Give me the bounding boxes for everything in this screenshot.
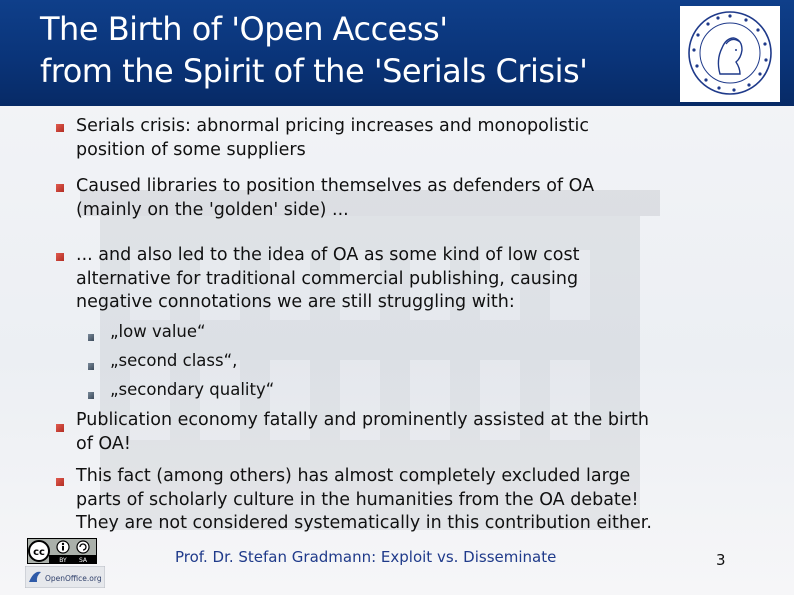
bullet-marker: [56, 424, 64, 432]
bullet-line: (mainly on the 'golden' side) ...: [76, 199, 349, 220]
bullet-line: negative connotations we are still struggling with:: [76, 292, 515, 312]
cc-by-label: BY: [59, 557, 67, 564]
footer-author: Prof. Dr. Stefan Gradmann: Exploit vs. Disseminate: [175, 548, 557, 566]
sub-bullet-marker: [88, 334, 94, 341]
bullet-marker: [56, 184, 64, 192]
sub-bullet-text: „secondary quality“: [110, 380, 275, 399]
bullet-marker: [56, 253, 64, 261]
bullet-line: parts of scholarly culture in the humanities from the OA debate!: [76, 489, 639, 510]
bullet-line: alternative for traditional commercial publishing, causing: [76, 268, 579, 289]
bullet-text: [76, 244, 766, 315]
sub-bullet-text: „low value“: [110, 322, 206, 341]
bullet-line: position of some suppliers: [76, 139, 306, 160]
title-line: from the Spirit of the 'Serials Crisis': [40, 52, 588, 90]
bullet-line: Serials crisis: abnormal pricing increases and monopolistic: [76, 116, 590, 136]
bullet-line: ... and also led to the idea of OA as some kind of low cost: [76, 245, 580, 265]
svg-text:cc: cc: [33, 547, 45, 558]
bullet-marker: [56, 478, 64, 486]
bullet-text: [76, 409, 766, 456]
bullet-marker: [56, 124, 64, 132]
cc-sa-label: SA: [78, 557, 88, 564]
creative-commons-icon[interactable]: [27, 538, 97, 564]
bullet-line: This fact (among others) has almost completely excluded large: [76, 466, 631, 486]
bullet-line: Caused libraries to position themselves as defenders of OA: [76, 176, 595, 196]
bullet-text: [76, 465, 766, 536]
openoffice-logo-icon: [25, 566, 105, 588]
page-number: 3: [716, 551, 726, 569]
sub-bullet-marker: [88, 363, 94, 370]
bullet-line: of OA!: [76, 433, 131, 454]
bullet-text: [76, 175, 766, 222]
sub-bullet-marker: [88, 392, 94, 399]
openoffice-logo-text: OpenOffice.org: [45, 574, 102, 583]
bullet-text: [76, 115, 766, 162]
bullet-line: They are not considered systematically in this contribution either.: [76, 513, 652, 533]
bullet-line: Publication economy fatally and prominently assisted at the birth: [76, 410, 649, 430]
title-line: The Birth of 'Open Access': [40, 10, 448, 48]
sub-bullet-text: „second class“,: [110, 351, 238, 370]
